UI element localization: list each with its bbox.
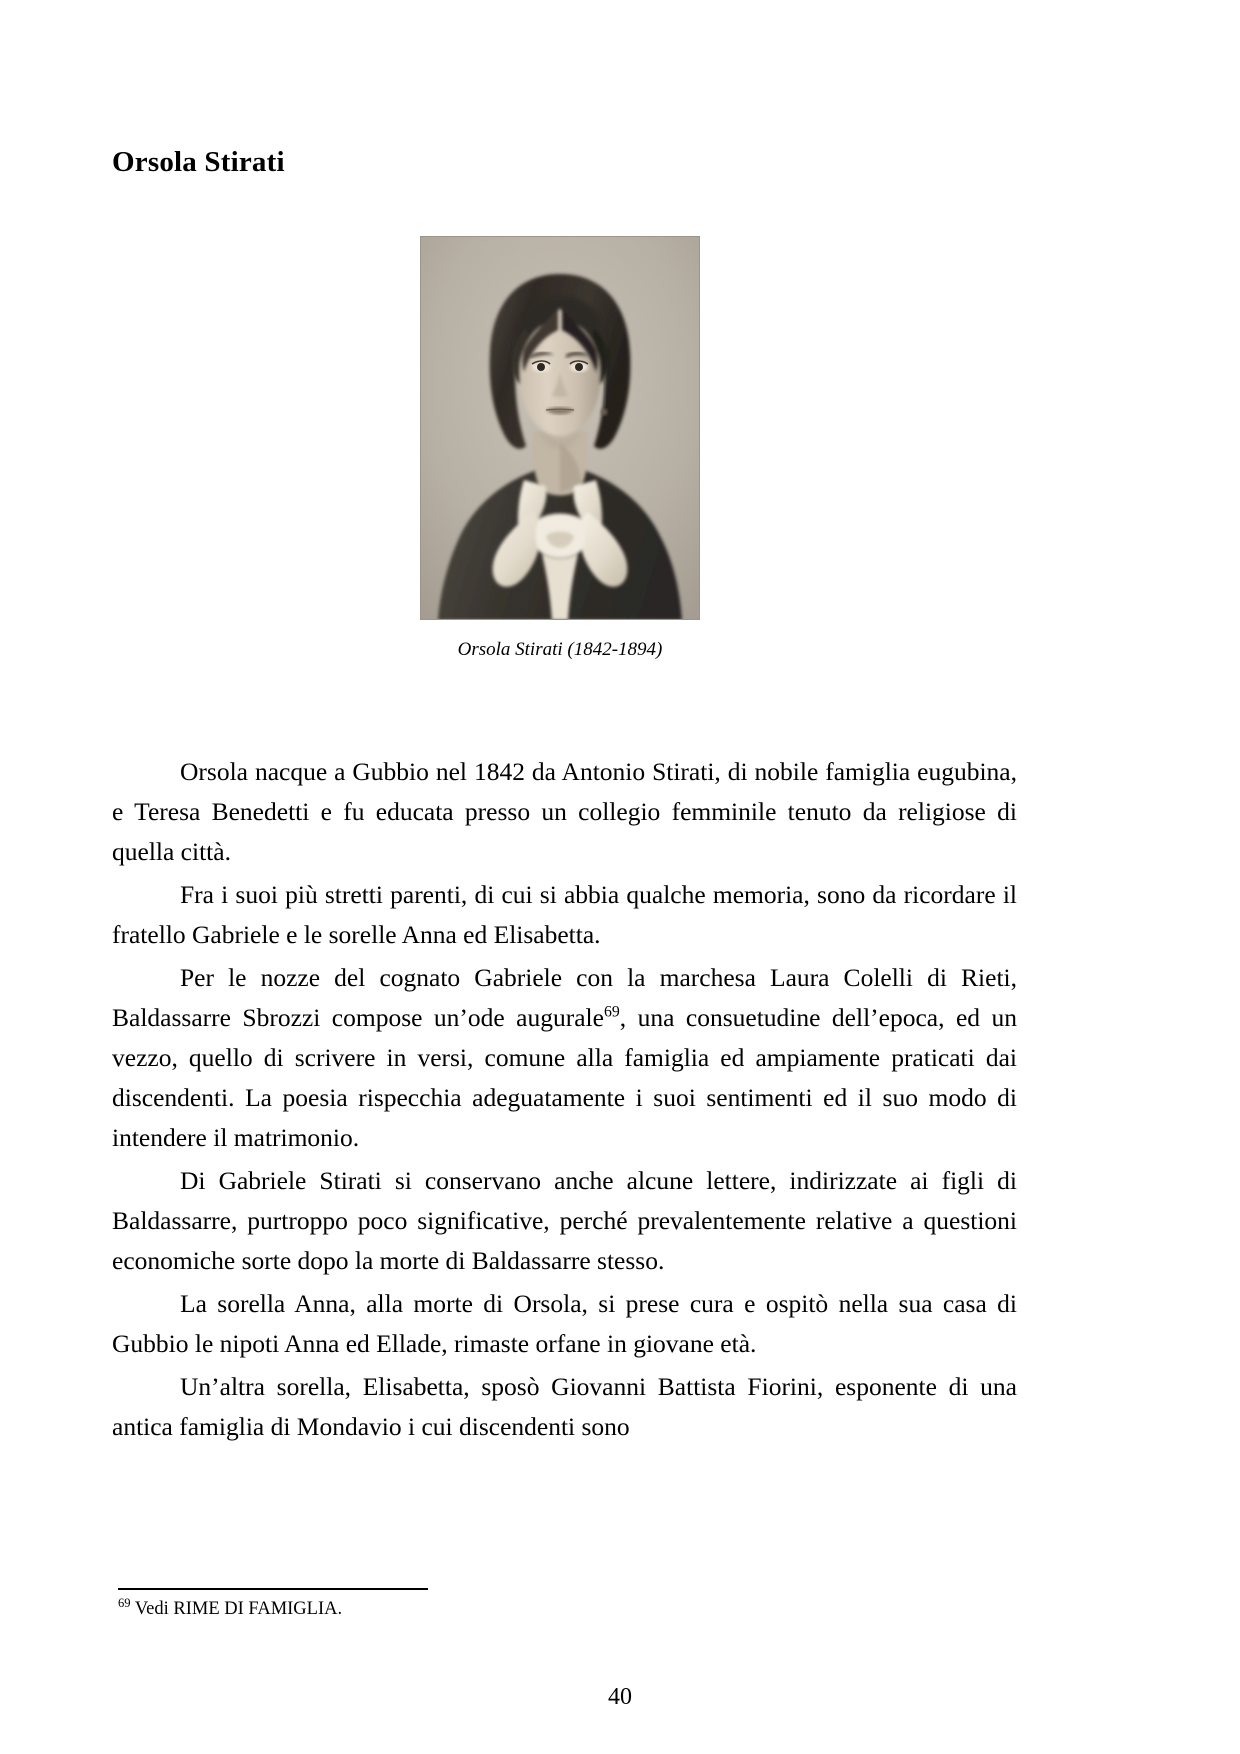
footnote-body: Vedi RIME DI FAMIGLIA.	[130, 1599, 343, 1619]
body-text-column	[112, 752, 1017, 1447]
footnote-separator-rule	[118, 1588, 428, 1590]
figure-caption: Orsola Stirati (1842-1894)	[457, 639, 663, 660]
paragraph-3	[112, 958, 1017, 1158]
paragraph-3-text-after: , una consuetudine dell’epoca, ed un vezzo, quello di scrivere in versi, comune alla famiglia ed ampiamente praticati dai discendenti. La poesia rispecchia adeguatamente i suoi sentimenti ed il suo modo di intendere il matrimonio.	[112, 1003, 1017, 1152]
paragraph-1: Orsola nacque a Gubbio nel 1842 da Antonio Stirati, di nobile famiglia eugubina, e Teresa Benedetti e fu educata presso un collegio femminile tenuto da religiose di quella città.	[112, 757, 1017, 866]
page-number: 40	[608, 1684, 632, 1710]
figure-portrait	[420, 236, 700, 662]
paragraph-3-text-before: Per le nozze del cognato Gabriele con la marchesa Laura Colelli di Rieti, Baldassarre Sbrozzi compose un’ode augurale	[112, 963, 1017, 1032]
paragraph-4: Di Gabriele Stirati si conservano anche alcune lettere, indirizzate ai figli di Baldassarre, purtroppo poco significative, perché prevalentemente relative a questioni economiche sorte dopo la morte di Baldassarre stesso.	[112, 1166, 1017, 1275]
paragraph-5: La sorella Anna, alla morte di Orsola, si prese cura e ospitò nella sua casa di Gubbio le nipoti Anna ed Ellade, rimaste orfane in giovane età.	[112, 1289, 1017, 1358]
page-title: Orsola Stirati	[112, 146, 285, 179]
paragraph-2: Fra i suoi più stretti parenti, di cui si abbia qualche memoria, sono da ricordare il fratello Gabriele e le sorelle Anna ed Elisabetta.	[112, 880, 1017, 949]
portrait-photograph	[420, 236, 700, 620]
footnote-69	[118, 1595, 1017, 1621]
paragraph-6: Un’altra sorella, Elisabetta, sposò Giovanni Battista Fiorini, esponente di una antica famiglia di Mondavio i cui discendenti sono	[112, 1372, 1017, 1441]
footnote-area	[112, 1588, 1017, 1621]
footnote-marker: 69	[118, 1595, 131, 1610]
footnote-reference-69[interactable]: 69	[603, 1003, 620, 1021]
